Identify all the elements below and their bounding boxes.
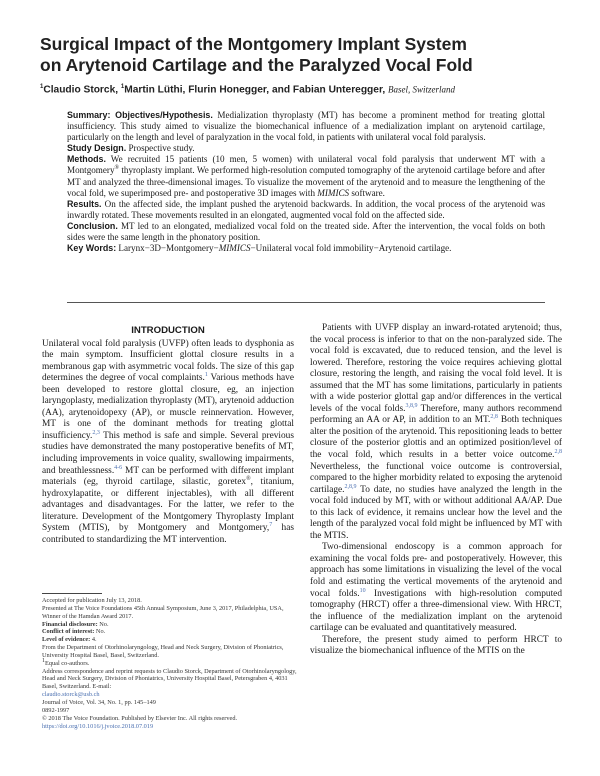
abstract-conclusion [67, 221, 545, 243]
right-text-c: Both techniques alter the position of the arytenoid. This repositioning leads to better closure of the posterior glottis and an optimized position/level of the vocal fold, which results in a better voice outcome. [310, 415, 562, 461]
article-title [40, 34, 560, 76]
email-link[interactable]: claudio.storck@usb.ch [42, 691, 100, 699]
right-text-a: Patients with UVFP display an inward-rotated arytenoid; thus, the vocal process is inferior to that on the non-paralyzed side. The vocal fold is excavated, due to reduced tension, and the level is lowered. Therefore, restoring the voice requires achieving glottal closure, restoring the length, and raising the vocal fold level. It is assumed that the MT has some limitations, particularly in patients with a wide posterior glottal gap and/or differences in the vertical levels of the vocal folds. [310, 323, 562, 414]
level-of-evidence [42, 636, 300, 644]
intro-text-f: has contributed to standardizing the MT intervention. [42, 523, 294, 545]
right-text-b: Therefore, many authors recommend performing an AA or AP, in addition to an MT. [310, 403, 562, 426]
right-column [310, 323, 562, 658]
summary-text: Medialization thyroplasty (MT) has become a prominent method for treating glottal insufficiency. This study aimed to visualize the biomechanical influence of a medialization implant on arytenoid cartilage, particularly on the length and level of paralyzation in the vocal fold, in patients with unilateral vocal fold paralysis. [67, 110, 545, 143]
doi-link[interactable]: https://doi.org/10.1016/j.jvoice.2018.07.019 [42, 722, 154, 730]
equal-authors-text: Equal co-authors. [45, 659, 90, 667]
abstract [67, 110, 545, 254]
methods-text-2: thyroplasty implant. We performed high-resolution computed tomography of the arytenoid cartilage before and after MT and analyzed the three-dimensional images. To visualize the movement of the arytenoid and to measure the lengthening of the vocal fold, we superimposed pre- and postoperative 3D images with [67, 165, 545, 198]
citation-link[interactable]: 4-6 [114, 464, 123, 471]
conclusion-text: MT led to an elongated, medialized vocal fold on the treated side. After the intervention, the vocal folds on both sides were the same length in the phonatory position. [67, 220, 545, 243]
conflict-value: No. [94, 628, 106, 636]
copyright: © 2018 The Voice Foundation. Published by Elsevier Inc. All rights reserved. [42, 714, 238, 722]
other-authors: Martin Lüthi, Flurin Honegger, and Fabian Unteregger, [124, 84, 389, 96]
title-line-2: on Arytenoid Cartilage and the Paralyzed Vocal Fold [40, 55, 473, 75]
methods-text-3: software. [349, 187, 385, 198]
citation-link[interactable]: 2,8,9 [344, 483, 357, 490]
citation-link[interactable]: 7 [269, 522, 273, 529]
right-paragraph-1 [310, 323, 562, 542]
equal-authors-mark: 1 [42, 657, 45, 664]
abstract-methods [67, 154, 545, 198]
results-text: On the affected side, the implant pushed the arytenoid backwards. In addition, the vocal process of the arytenoid was inwardly rotated. These movements resulted in an elongated, augmented vocal fold on the affected side. [67, 198, 545, 220]
registered-mark: ® [246, 476, 251, 482]
introduction-heading: INTRODUCTION [131, 325, 205, 336]
citation-link[interactable]: 10 [359, 587, 366, 594]
registered-mark: ® [114, 165, 120, 172]
author-1: Claudio Storck, [43, 84, 121, 96]
correspondence-address: Address correspondence and reprint requests to Claudio Storck, Department of Otorhinolaryngology, Head and Neck Surgery, Division of Phoniatrics, University Hospital Basel, Petersgraben 4, 4031 Basel, Switzerland. E-mail: [42, 667, 297, 691]
right-paragraph-3: Therefore, the present study aimed to perform HRCT to visualize the biomechanical influence of the MTIS on the [310, 634, 562, 657]
intro-text-d: MT can be performed with different implant materials (eg, thyroid cartilage, silastic, goretex [42, 465, 294, 488]
title-line-1: Surgical Impact of the Montgomery Implant System [40, 34, 467, 54]
citation-link[interactable]: 2,8 [554, 448, 562, 455]
financial-disclosure [42, 621, 300, 629]
financial-value: No. [97, 620, 109, 628]
equal-authors-note [42, 657, 300, 668]
affiliation-note: From the Department of Otorhinolaryngology, Head and Neck Surgery, Division of Phoniatrics, University Hospital Basel, Basel, Switzerland. [42, 644, 284, 659]
footnote-rule [42, 593, 102, 594]
author-1-affiliation-mark: 1 [40, 84, 44, 90]
keywords-text-1: Larynx−3D−Montgomery− [116, 243, 219, 254]
author-location: Basel, Switzerland [388, 84, 456, 95]
intro-text-e: , titanium, hydroxylapatite, or different injectables), with all different advantages and disadvantages. For the latter, we refer to the literature. Development of the Montgomery Thyroplasty Implant System (MTIS), by Montgomery and Montgomery, [42, 477, 295, 534]
right-text-e: To date, no studies have analyzed the length in the vocal fold induced by MT, with or without additional AA/AP. Due to this lack of evidence, it remains unclear how the level and the length of the paralyzed vocal fold might be influenced by MT with the MTIS. [310, 484, 562, 541]
conclusion-label: Conclusion. [67, 220, 118, 231]
keywords-mimics: MIMICS [218, 243, 251, 254]
abstract-bottom-rule [67, 302, 545, 303]
right-text-d: Nevertheless, the functional voice outcome is controversial, compared to the higher morbidity related to exposing the arytenoid cartilage. [310, 461, 562, 495]
keywords-label: Key Words: [67, 243, 117, 254]
evidence-label: Level of evidence: [42, 636, 91, 644]
design-label: Study Design. [67, 143, 127, 154]
right-text-g: Investigations with high-resolution computed tomography (HRCT) offer a three-dimensional view. With HRCT, the influence of the medialization implant on the arytenoid cartilage can be evaluated and quantitatively measured. [310, 588, 562, 634]
conflict-of-interest [42, 628, 300, 636]
methods-text-1: We recruited 15 patients (10 men, 5 women) with unilateral vocal fold paralysis that underwent MT with a Montgomery [67, 154, 545, 176]
citation-link[interactable]: 2,3 [92, 429, 100, 436]
abstract-summary [67, 110, 545, 143]
summary-label: Summary: Objectives/Hypothesis. [67, 110, 213, 120]
accepted-date: Accepted for publication July 13, 2018. [42, 597, 142, 604]
issn: 0892-1997 [42, 706, 70, 714]
footnotes [42, 597, 300, 730]
citation-link[interactable]: 2,8 [490, 414, 498, 421]
abstract-keywords [67, 243, 545, 254]
methods-label: Methods. [67, 154, 106, 165]
presented-note: Presented at The Voice Foundations 45th Annual Symposium, June 3, 2017, Philadelphia, USA, Winner of the Hamdan Award 2017. [42, 604, 284, 620]
intro-paragraph-1 [42, 339, 294, 547]
author-list [40, 84, 455, 95]
right-paragraph-2 [310, 542, 562, 634]
right-text-f: Two-dimensional endoscopy is a common approach for examining the vocal folds pre- and postoperatively. However, this approach has some limitations in visualizing the level of the vocal fold and estimating the vertical movements of the arytenoid and vocal folds. [310, 542, 562, 599]
results-label: Results. [67, 198, 102, 209]
citation-link[interactable]: 3,8,9 [405, 402, 418, 409]
citation-link[interactable]: 1 [204, 372, 208, 379]
journal-citation: Journal of Voice, Vol. 34, No. 1, pp. 145–149 [42, 698, 156, 706]
conflict-label: Conflict of interest: [42, 628, 95, 636]
abstract-study-design [67, 143, 545, 154]
left-column [42, 325, 294, 546]
evidence-value: 4. [90, 636, 97, 644]
intro-text-c: This method is safe and simple. Several previous studies have demonstrated the many postoperative benefits of MT, including improvements in voice quality, swallowing impairments, and breathlessness. [42, 430, 294, 476]
financial-label: Financial disclosure: [42, 620, 98, 628]
keywords-text-2: −Unilateral vocal fold immobility−Arytenoid cartilage. [250, 243, 452, 254]
author-2-affiliation-mark: 1 [120, 84, 125, 90]
design-text: Prospective study. [126, 143, 195, 154]
intro-text-b: Various methods have been developed to restore glottal closure, eg, an injection laryngoplasty, medialization thyroplasty (MT), arytenoid adduction (AA), arytenoidopexy (AP), or muscle reinnervation. However, MT is one of the dominant methods for treating glottal insufficiency. [42, 373, 295, 441]
abstract-results [67, 199, 545, 221]
intro-text-a: Unilateral vocal fold paralysis (UVFP) often leads to dysphonia as the main symptom. Insufficient glottal closure results in a membranous gap with asymmetric vocal folds. The size of this gap determines the degree of vocal complaints. [42, 338, 294, 384]
methods-software: MIMICS [317, 187, 350, 198]
